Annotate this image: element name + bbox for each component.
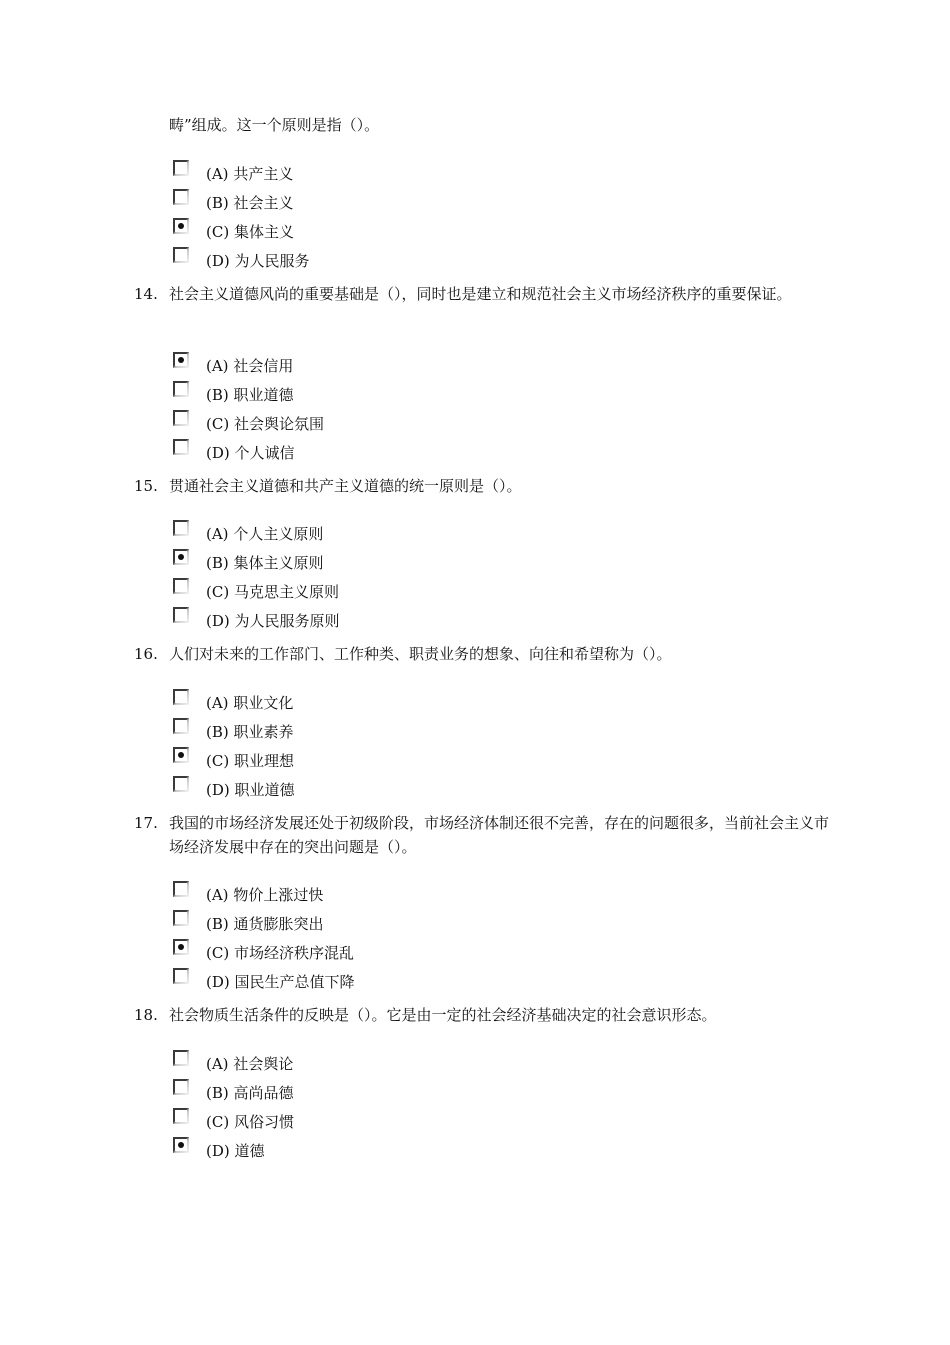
radio-button[interactable]: [173, 968, 189, 984]
radio-button[interactable]: [173, 1137, 189, 1153]
option-label: (B) 通货膨胀突出: [206, 915, 324, 933]
question-number: 14.: [134, 285, 158, 303]
radio-button[interactable]: [173, 718, 189, 734]
option-a[interactable]: [173, 689, 433, 713]
option-b[interactable]: [173, 1079, 433, 1103]
option-label: (B) 职业素养: [206, 723, 294, 741]
radio-button[interactable]: [173, 1050, 189, 1066]
option-label: (A) 个人主义原则: [206, 525, 324, 543]
option-c[interactable]: [173, 578, 433, 602]
option-b[interactable]: [173, 718, 433, 742]
question-number: 17.: [134, 814, 158, 832]
radio-button[interactable]: [173, 352, 189, 368]
option-a[interactable]: [173, 520, 433, 544]
radio-button[interactable]: [173, 381, 189, 397]
question-number: 16.: [134, 645, 158, 663]
option-label: (C) 职业理想: [206, 752, 294, 770]
option-label: (D) 国民生产总值下降: [206, 973, 355, 991]
radio-button[interactable]: [173, 520, 189, 536]
question-text: 社会主义道德风尚的重要基础是（），同时也是建立和规范社会主义市场经济秩序的重要保证。: [169, 285, 792, 303]
option-d[interactable]: [173, 607, 433, 631]
radio-button[interactable]: [173, 689, 189, 705]
option-label: (A) 职业文化: [206, 694, 294, 712]
radio-button[interactable]: [173, 1079, 189, 1095]
radio-button[interactable]: [173, 549, 189, 565]
option-d[interactable]: [173, 439, 433, 463]
radio-button[interactable]: [173, 189, 189, 205]
option-a[interactable]: [173, 352, 433, 376]
option-d[interactable]: [173, 247, 433, 271]
option-d[interactable]: [173, 968, 433, 992]
question-number: 18.: [134, 1006, 158, 1024]
radio-button[interactable]: [173, 410, 189, 426]
option-label: (A) 社会信用: [206, 357, 294, 375]
option-d[interactable]: [173, 1137, 433, 1161]
question-text: 贯通社会主义道德和共产主义道德的统一原则是（）。: [169, 477, 522, 495]
option-b[interactable]: [173, 549, 433, 573]
option-label: (C) 风俗习惯: [206, 1113, 294, 1131]
radio-button[interactable]: [173, 247, 189, 263]
option-label: (D) 个人诚信: [206, 444, 295, 462]
radio-button[interactable]: [173, 607, 189, 623]
radio-button[interactable]: [173, 578, 189, 594]
option-label: (B) 集体主义原则: [206, 554, 324, 572]
radio-button[interactable]: [173, 881, 189, 897]
radio-button[interactable]: [173, 747, 189, 763]
option-a[interactable]: [173, 1050, 433, 1074]
question-number: 15.: [134, 477, 158, 495]
question-text: 社会物质生活条件的反映是（）。它是由一定的社会经济基础决定的社会意识形态。: [169, 1006, 717, 1024]
option-label: (C) 马克思主义原则: [206, 583, 339, 601]
option-label: (C) 集体主义: [206, 223, 294, 241]
option-c[interactable]: [173, 1108, 433, 1132]
option-label: (D) 为人民服务: [206, 252, 310, 270]
option-a[interactable]: [173, 160, 433, 184]
radio-button[interactable]: [173, 1108, 189, 1124]
option-c[interactable]: [173, 218, 433, 242]
question-text: 我国的市场经济发展还处于初级阶段，市场经济体制还很不完善，存在的问题很多，当前社会主义市场经济发展中存在的突出问题是（）。: [169, 814, 830, 856]
radio-button[interactable]: [173, 910, 189, 926]
option-label: (A) 共产主义: [206, 165, 294, 183]
option-label: (B) 社会主义: [206, 194, 294, 212]
option-c[interactable]: [173, 939, 433, 963]
radio-button[interactable]: [173, 218, 189, 234]
radio-button[interactable]: [173, 939, 189, 955]
option-label: (C) 社会舆论氛围: [206, 415, 324, 433]
option-label: (A) 社会舆论: [206, 1055, 294, 1073]
question-13-text-continuation: 畴”组成。这一个原则是指（）。: [169, 116, 380, 134]
option-d[interactable]: [173, 776, 433, 800]
radio-button[interactable]: [173, 776, 189, 792]
option-label: (C) 市场经济秩序混乱: [206, 944, 354, 962]
option-label: (D) 道德: [206, 1142, 265, 1160]
question-text: 人们对未来的工作部门、工作种类、职责业务的想象、向往和希望称为（）。: [169, 645, 672, 663]
option-label: (D) 职业道德: [206, 781, 295, 799]
option-b[interactable]: [173, 189, 433, 213]
option-label: (A) 物价上涨过快: [206, 886, 324, 904]
option-c[interactable]: [173, 410, 433, 434]
option-label: (B) 职业道德: [206, 386, 294, 404]
option-a[interactable]: [173, 881, 433, 905]
option-label: (D) 为人民服务原则: [206, 612, 340, 630]
option-label: (B) 高尚品德: [206, 1084, 294, 1102]
option-b[interactable]: [173, 381, 433, 405]
radio-button[interactable]: [173, 439, 189, 455]
option-c[interactable]: [173, 747, 433, 771]
option-b[interactable]: [173, 910, 433, 934]
radio-button[interactable]: [173, 160, 189, 176]
